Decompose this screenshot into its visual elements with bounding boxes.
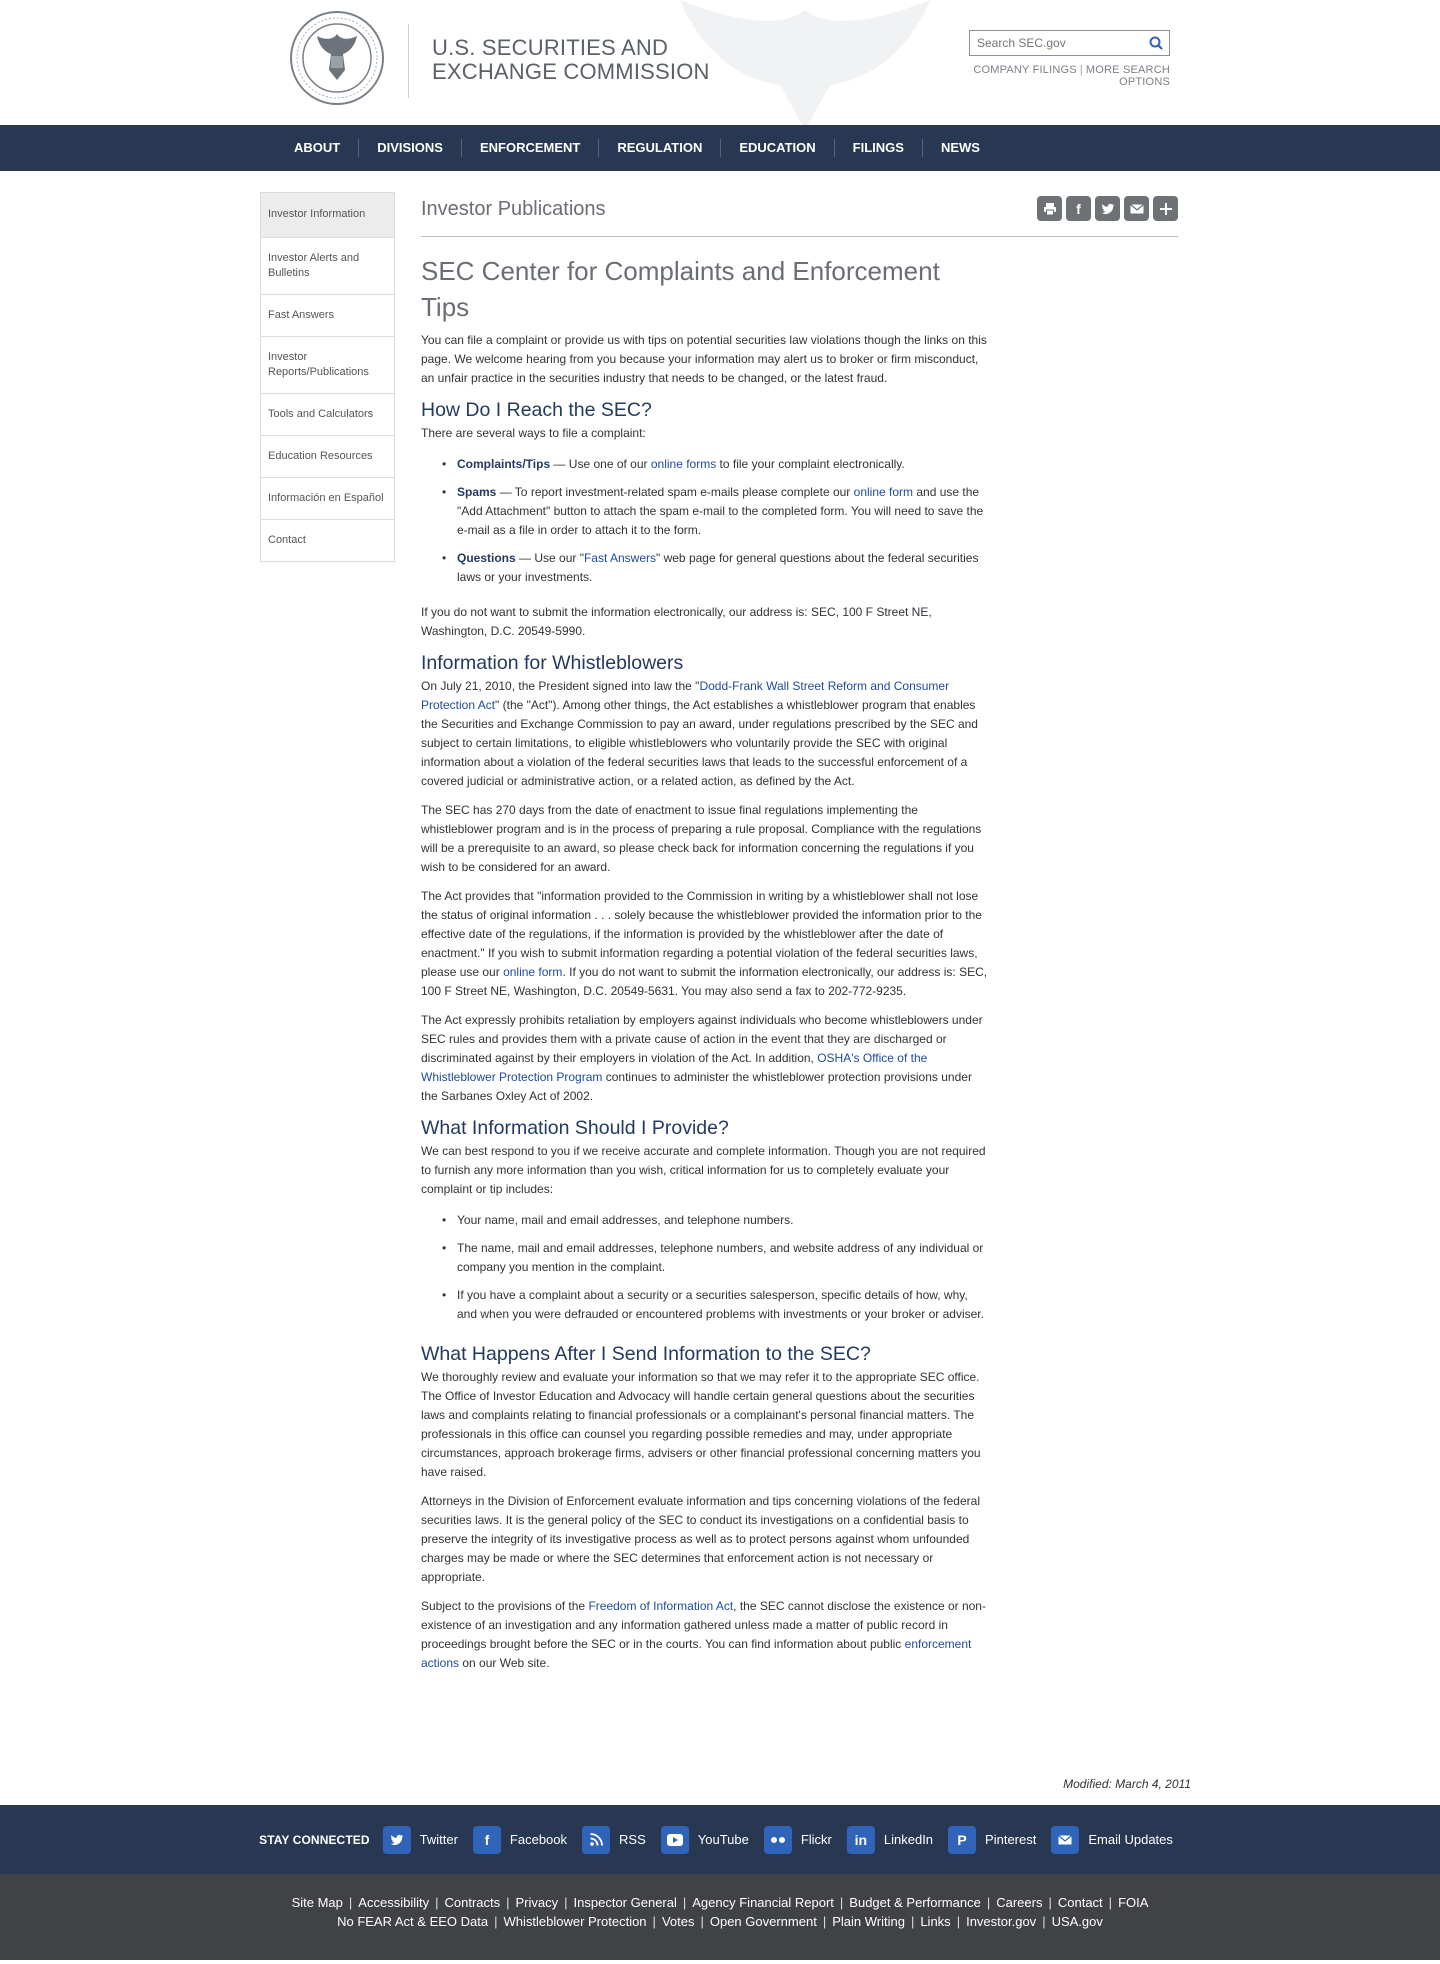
fast-answers-link[interactable]: Fast Answers (583, 551, 656, 565)
footer-separator: | (506, 1895, 510, 1910)
list-item: • Your name, mail and email addresses, and telephone numbers. (442, 1211, 991, 1230)
sidebar-item-fast-answers[interactable]: Fast Answers (261, 295, 394, 337)
osha-whistleblower-link[interactable]: OSHA's Office of the Whistleblower Protection Program (421, 1051, 928, 1084)
spams-label: Spams (457, 485, 497, 499)
enforcement-actions-link[interactable]: enforcement actions (421, 1637, 972, 1670)
main-content-area (0, 171, 1440, 1805)
list-item-questions (442, 549, 991, 587)
plus-icon[interactable] (1153, 196, 1178, 221)
article-body (421, 253, 991, 1683)
footer-separator: | (435, 1895, 439, 1910)
dodd-frank-link[interactable]: Dodd-Frank Wall Street Reform and Consumer Protection Act (421, 679, 950, 712)
footer-separator: | (1108, 1895, 1113, 1910)
footer-link-usa-gov[interactable]: USA.gov (1051, 1914, 1103, 1929)
main-navigation (0, 125, 1440, 171)
whistleblower-paragraph-3 (421, 887, 991, 1001)
sidebar-item-contact[interactable]: Contact (261, 520, 394, 561)
footer-link-contracts[interactable]: Contracts (444, 1895, 501, 1910)
print-icon[interactable] (1037, 196, 1062, 221)
nav-enforcement[interactable]: ENFORCEMENT (462, 139, 599, 157)
facebook-icon[interactable]: f (1066, 196, 1091, 221)
after-p3-post: on our Web site. (459, 1656, 550, 1670)
whistleblower-paragraph-2: The SEC has 270 days from the date of enactment to issue final regulations implementing the whistleblower program and is in the process of preparing a rule proposal. Compliance with the regulations will be a prerequisite to an award, so please check back for information concerning the regulations if you wish to be considered for an award. (421, 803, 982, 874)
footer-separator: | (700, 1914, 704, 1929)
nav-about[interactable]: ABOUT (276, 139, 359, 157)
email-icon (1051, 1826, 1079, 1854)
footer-separator: | (1048, 1895, 1052, 1910)
online-forms-link[interactable]: online forms (650, 457, 717, 471)
footer-link-investor-gov[interactable]: Investor.gov (966, 1914, 1037, 1929)
agency-name-line2: EXCHANGE COMMISSION (432, 59, 710, 84)
footer-separator: | (494, 1914, 498, 1929)
spams-text-pre: — To report investment-related spam e-mails please complete our (496, 485, 854, 499)
footer-link-accessibility[interactable]: Accessibility (358, 1895, 430, 1910)
reach-lead: There are several ways to file a complaint: (421, 426, 646, 440)
footer-link-open-government[interactable]: Open Government (709, 1914, 817, 1929)
footer-separator: | (822, 1914, 827, 1929)
sidebar-item-espanol[interactable]: Información en Español (261, 478, 394, 520)
twitter-icon (383, 1826, 411, 1854)
provide-list (442, 1211, 991, 1324)
complaints-label: Complaints/Tips (457, 457, 551, 471)
modified-date: Modified: March 4, 2011 (1063, 1777, 1191, 1791)
page-title: SEC Center for Complaints and Enforcement Tips (421, 256, 940, 322)
sidebar-item-investor-alerts[interactable]: Investor Alerts and Bulletins (261, 238, 394, 295)
social-label: Flickr (800, 1832, 832, 1847)
social-label: YouTube (697, 1832, 749, 1847)
spam-online-form-link[interactable]: online form (853, 485, 914, 499)
footer-separator: | (1042, 1914, 1046, 1929)
questions-text-post: " web page for general questions about the federal securities laws or your investments. (457, 551, 979, 584)
more-search-options-link[interactable]: MORE SEARCH OPTIONS (1085, 64, 1170, 88)
wb-p3-pre: The Act provides that "information provided to the Commission in writing by a whistleblower shall not lose the status of original information . . . solely because the whistleblower provided the information prior to the effective date of the regulations, if the information is provided by the whistleblower after the date of enactment." If you wish to submit information regarding a potential violation of the federal securities laws, please use our (421, 889, 982, 979)
whistleblower-paragraph-1 (421, 677, 991, 791)
heading-what-information: What Information Should I Provide? (421, 1117, 729, 1139)
social-bar (0, 1805, 1440, 1874)
footer-link-plain-writing[interactable]: Plain Writing (832, 1914, 905, 1929)
questions-text-pre: — Use our " (515, 551, 584, 565)
list-item: • The name, mail and email addresses, telephone numbers, and website address of any individual or company you mention in the complaint. (442, 1239, 991, 1277)
wb-p4-post: continues to administer the whistleblower protection provisions under the Sarbanes Oxley Act of 2002. (421, 1070, 972, 1103)
footer-link-contact[interactable]: Contact (1057, 1895, 1103, 1910)
after-p3-pre: Subject to the provisions of the (421, 1599, 589, 1613)
intro-paragraph: You can file a complaint or provide us with tips on potential securities law violations though the links on this page. We welcome hearing from you because your information may alert us to broker or firm misconduct, an unfair practice in the securities industry that needs to be changed, or the latest fraud. (421, 333, 987, 385)
email-icon[interactable] (1124, 196, 1149, 221)
mailing-address-paragraph: If you do not want to submit the information electronically, our address is: SEC, 100 F Street NE, Washington, D.C. 20549-5990. (421, 605, 932, 638)
linkedin-icon: in (847, 1826, 875, 1854)
search-links-separator: | (1079, 64, 1083, 76)
footer-separator: | (986, 1895, 991, 1910)
social-twitter[interactable] (383, 1826, 466, 1854)
footer-separator: | (956, 1914, 961, 1929)
heading-what-happens-after: What Happens After I Send Information to the SEC? (421, 1343, 871, 1365)
heading-how-do-i-reach: How Do I Reach the SEC? (421, 399, 652, 421)
youtube-icon (661, 1826, 689, 1854)
nav-education[interactable]: EDUCATION (721, 139, 834, 157)
stay-connected-label: STAY CONNECTED (259, 1832, 370, 1847)
pinterest-icon: P (948, 1826, 976, 1854)
questions-label: Questions (457, 551, 516, 565)
sidebar-item-investor-information[interactable]: Investor Information (261, 193, 394, 238)
complaints-text-post: to file your complaint electronically. (716, 457, 905, 471)
section-header (421, 192, 1178, 237)
footer-separator: | (652, 1914, 656, 1929)
heading-whistleblowers: Information for Whistleblowers (421, 652, 684, 674)
footer-link-foia[interactable]: FOIA (1118, 1895, 1149, 1910)
complaints-text-pre: — Use one of our (550, 457, 651, 471)
nav-divisions[interactable]: DIVISIONS (359, 139, 462, 157)
agency-name[interactable] (432, 36, 710, 84)
nav-regulation[interactable]: REGULATION (599, 139, 721, 157)
after-paragraph-1: We thoroughly review and evaluate your information so that we may refer it to the appropriate SEC office. The Office of Investor Education and Advocacy will handle certain general questions about the securities laws and complaints relating to financial professionals or a complainant's personal financial matters. The professionals in this office can counsel you regarding possible remedies and may, under appropriate circumstances, approach brokerage firms, advisers or other financial professional concerning matters you have raised. (421, 1370, 981, 1479)
search-box (969, 30, 1170, 56)
site-header (0, 0, 1440, 125)
footer-link-no-fear-act[interactable]: No FEAR Act & EEO Data (337, 1914, 489, 1929)
social-label: Facebook (509, 1832, 568, 1847)
social-label: RSS (619, 1832, 646, 1847)
social-pinterest[interactable] (948, 1826, 1044, 1854)
footer-row-2 (0, 1912, 1440, 1931)
social-flickr[interactable] (764, 1826, 840, 1854)
footer-separator: | (910, 1914, 915, 1929)
reach-list (442, 455, 991, 587)
footer-separator: | (839, 1895, 844, 1910)
after-p3-mid: , the SEC cannot disclose the existence or non-existence of an investigation and any information gathered unless made a matter of public record in proceedings brought before the SEC or in the courts. You can find information about public (421, 1599, 986, 1651)
social-label: LinkedIn (883, 1832, 934, 1847)
sidebar-item-education-resources[interactable]: Education Resources (261, 436, 394, 478)
list-item-complaints (442, 455, 991, 474)
whistleblower-online-form-link[interactable]: online form (503, 965, 563, 979)
footer-link-budget-performance[interactable]: Budget & Performance (849, 1895, 981, 1910)
search-input[interactable] (970, 31, 1140, 55)
company-filings-link[interactable]: COMPANY FILINGS (973, 64, 1077, 76)
social-label: Twitter (419, 1832, 458, 1847)
social-email-updates[interactable] (1051, 1826, 1181, 1854)
footer-link-agency-financial-report[interactable]: Agency Financial Report (692, 1895, 834, 1910)
footer-link-votes[interactable]: Votes (661, 1914, 695, 1929)
facebook-icon: f (473, 1826, 501, 1854)
footer-links (0, 1874, 1440, 1960)
social-youtube[interactable] (661, 1826, 757, 1854)
search-icon[interactable] (1147, 34, 1165, 52)
footer-separator: | (682, 1895, 687, 1910)
sidebar-item-investor-reports[interactable]: Investor Reports/Publications (261, 337, 394, 394)
share-toolbar (1037, 196, 1178, 221)
section-title: Investor Publications (421, 198, 606, 220)
spams-text-post: and use the "Add Attachment" button to attach the spam e-mail to the completed form. You will need to save the e-mail as a file in order to attach it to the form. (457, 485, 984, 537)
provide-lead: We can best respond to you if we receive accurate and complete information. Though you are not required to furnish any more information than you wish, critical information for us to completely evaluate your complaint or tip includes: (421, 1144, 986, 1196)
search-links (922, 64, 1170, 88)
nav-filings[interactable]: FILINGS (835, 139, 923, 157)
after-paragraph-2: Attorneys in the Division of Enforcement evaluate information and tips concerning violations of the federal securities laws. It is the general policy of the SEC to conduct its investigations on a confidential basis to preserve the integrity of its investigative process as well as to protect persons against whom unfounded charges may be made or where the SEC determines that enforcement action is not necessary or appropriate. (421, 1494, 980, 1584)
wb-p1-post: " (the "Act"). Among other things, the Act establishes a whistleblower program that enables the Securities and Exchange Commission to pay an award, under regulations prescribed by the SEC and subject to certain limitations, to eligible whistleblowers who voluntarily provide the SEC with original information about a violation of the federal securities laws that leads to the successful enforcement of a covered judicial or administrative action, or a related action, as defined by the Act. (421, 698, 978, 788)
wb-p4-pre: The Act expressly prohibits retaliation by employers against individuals who become whistleblowers under SEC rules and provides them with a private cause of action in the event that they are discharged or discriminated against by their employers in violation of the Act. In addition, (421, 1013, 983, 1065)
list-item: • If you have a complaint about a security or a securities salesperson, specific details of how, why, and when you were defrauded or encountered problems with investments or your broker or adviser. (442, 1286, 991, 1324)
whistleblower-paragraph-4 (421, 1011, 991, 1106)
nav-news[interactable]: NEWS (940, 140, 980, 155)
social-label: Email Updates (1088, 1832, 1173, 1847)
footer-link-site-map[interactable]: Site Map (291, 1895, 343, 1910)
list-item-spams (442, 483, 991, 540)
footer-separator: | (348, 1895, 353, 1910)
footer-link-careers[interactable]: Careers (996, 1895, 1043, 1910)
twitter-icon[interactable] (1095, 196, 1120, 221)
wb-p1-pre: On July 21, 2010, the President signed into law the " (421, 679, 700, 693)
social-facebook[interactable] (473, 1826, 575, 1854)
foia-link[interactable]: Freedom of Information Act (588, 1599, 734, 1613)
wb-p3-post: . If you do not want to submit the information electronically, our address is: SEC, 100 F Street NE, Washington, D.C. 20549-5631. You may also send a fax to 202-772-9235. (421, 965, 988, 998)
sidebar-menu (260, 192, 395, 562)
footer-link-privacy[interactable]: Privacy (515, 1895, 559, 1910)
rss-icon (582, 1826, 610, 1854)
footer-link-links[interactable]: Links (920, 1914, 951, 1929)
social-label: Pinterest (985, 1832, 1037, 1847)
after-paragraph-3 (421, 1597, 991, 1673)
sidebar-item-tools-calculators[interactable]: Tools and Calculators (261, 394, 394, 436)
sec-seal-logo[interactable] (289, 10, 385, 106)
footer-row-1 (0, 1893, 1440, 1912)
agency-name-line1: U.S. SECURITIES AND (432, 35, 669, 60)
social-rss[interactable] (582, 1826, 654, 1854)
footer-link-whistleblower-protection[interactable]: Whistleblower Protection (503, 1914, 647, 1929)
footer-separator: | (564, 1895, 568, 1910)
footer-link-inspector-general[interactable]: Inspector General (573, 1895, 677, 1910)
social-linkedin[interactable] (847, 1826, 941, 1854)
flickr-icon (764, 1826, 792, 1854)
header-divider (408, 24, 409, 98)
